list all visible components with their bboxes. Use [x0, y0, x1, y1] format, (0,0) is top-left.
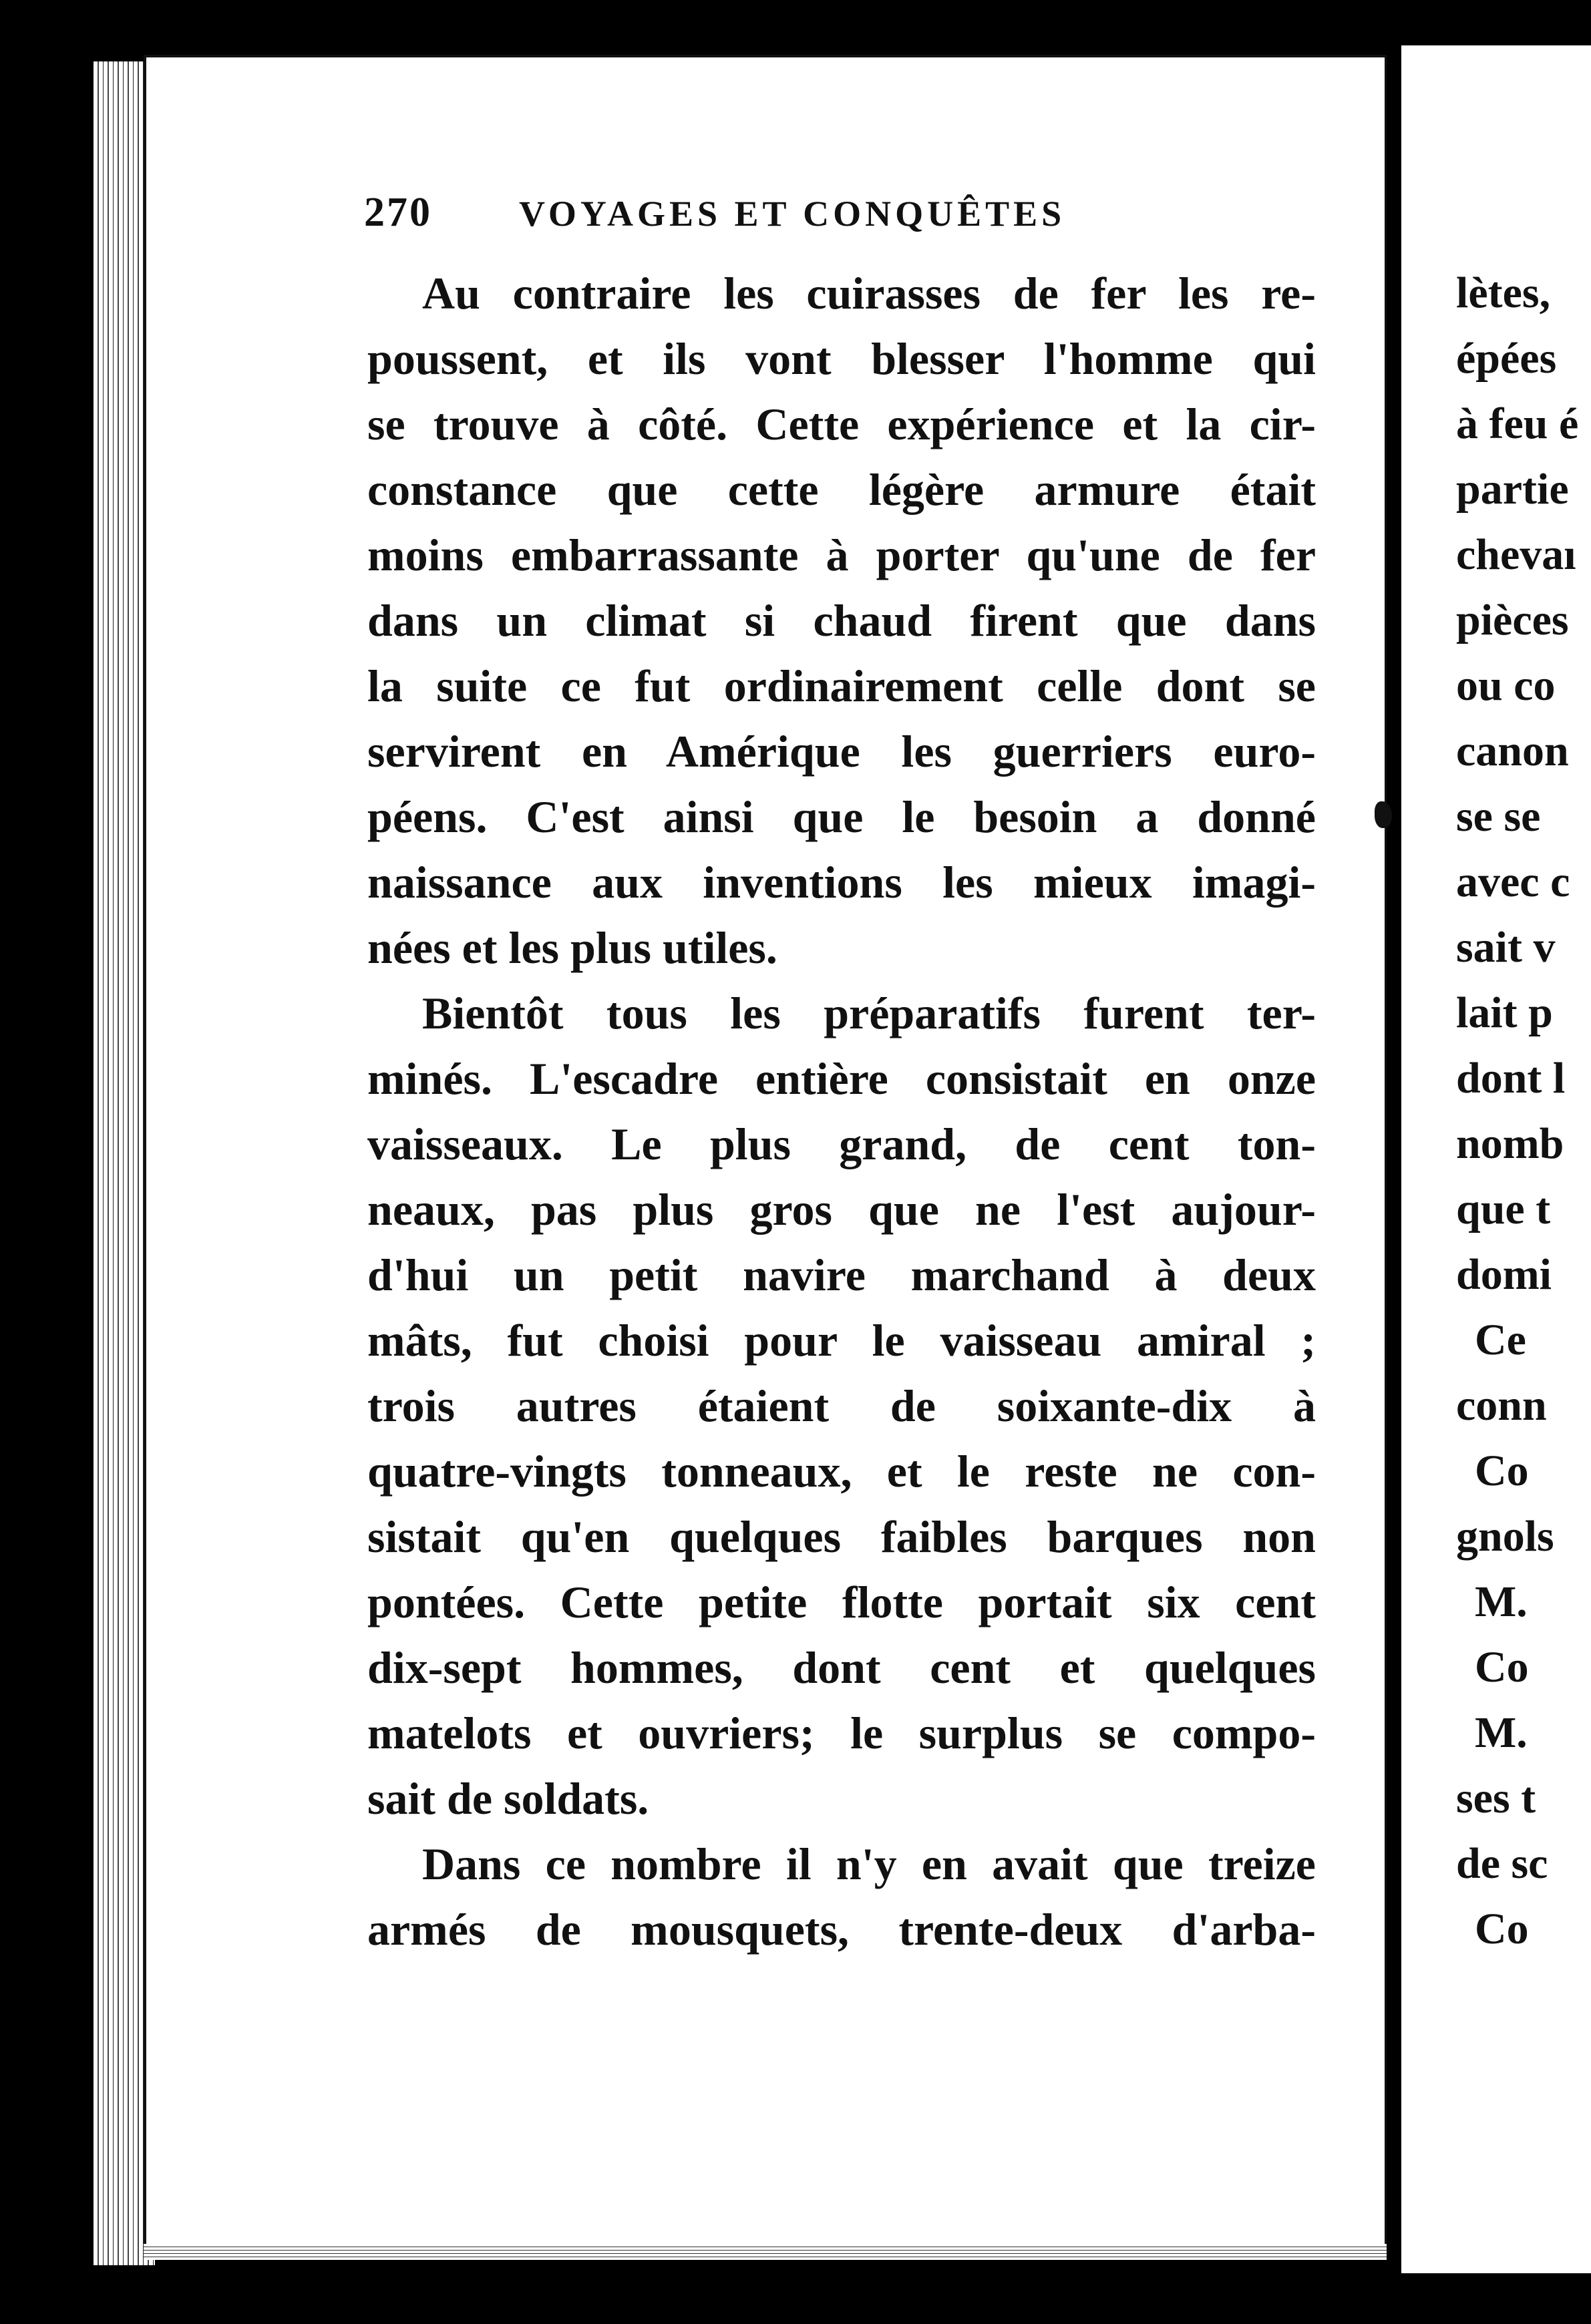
text-line: d'hui un petit navire marchand à deux	[367, 1249, 1316, 1300]
text-line: Ce	[1475, 1316, 1526, 1364]
text-line: ses t	[1456, 1774, 1536, 1822]
text-line: à feu é	[1456, 399, 1579, 448]
text-line: lètes,	[1456, 268, 1551, 317]
text-line: Dans ce nombre il n'y en avait que treize	[422, 1838, 1316, 1889]
book-gutter	[1387, 47, 1401, 2271]
text-line: sait v	[1456, 923, 1556, 972]
text-line: avec c	[1456, 857, 1570, 906]
text-line: domi	[1456, 1250, 1552, 1299]
left-page-text	[367, 260, 1316, 1962]
text-line: que t	[1456, 1185, 1551, 1233]
text-line: sait de soldats.	[367, 1773, 649, 1824]
text-line: pontées. Cette petite flotte portait six cent	[367, 1577, 1316, 1627]
text-line: canon	[1456, 727, 1569, 775]
text-line: pièces	[1456, 596, 1569, 644]
text-line: ou co	[1456, 661, 1556, 710]
text-line: naissance aux inventions les mieux imagi-	[367, 857, 1316, 908]
text-line: nées et les plus utiles.	[367, 922, 777, 973]
text-line: Co	[1475, 1643, 1529, 1692]
text-line: mâts, fut choisi pour le vaisseau amiral ;	[367, 1315, 1316, 1366]
text-line: gnols	[1456, 1512, 1554, 1561]
text-line: neaux, pas plus gros que ne l'est aujour-	[367, 1184, 1316, 1235]
text-line: se trouve à côté. Cette expérience et la cir-	[367, 399, 1316, 449]
text-line: la suite ce fut ordinairement celle dont se	[367, 660, 1316, 711]
text-line: poussent, et ils vont blesser l'homme qui	[367, 333, 1316, 384]
ink-mark	[1375, 801, 1392, 828]
text-line: moins embarrassante à porter qu'une de fer	[367, 530, 1316, 580]
text-line: Bientôt tous les préparatifs furent ter-	[422, 988, 1316, 1038]
text-line: Co	[1475, 1905, 1529, 1953]
text-line: sistait qu'en quelques faibles barques non	[367, 1511, 1316, 1562]
text-line: trois autres étaient de soixante-dix à	[367, 1380, 1316, 1431]
text-line: matelots et ouvriers; le surplus se compo-	[367, 1708, 1316, 1758]
page-number: 270	[364, 190, 432, 235]
text-line: lait p	[1456, 988, 1553, 1037]
text-line: Co	[1475, 1446, 1529, 1495]
text-line: partie	[1456, 465, 1569, 514]
text-line: dans un climat si chaud firent que dans	[367, 595, 1316, 646]
text-line: M.	[1475, 1708, 1528, 1757]
text-line: Au contraire les cuirasses de fer les re-	[422, 268, 1316, 319]
text-line: épées	[1456, 334, 1557, 383]
text-line: chevaı	[1456, 530, 1576, 579]
text-line: conn	[1456, 1381, 1547, 1430]
bottom-page-edges	[144, 2244, 1399, 2260]
text-line: quatre-vingts tonneaux, et le reste ne con-	[367, 1446, 1316, 1497]
text-line: vaisseaux. Le plus grand, de cent ton-	[367, 1119, 1316, 1169]
running-title: VOYAGES ET CONQUÊTES	[519, 194, 1066, 234]
text-line: constance que cette légère armure était	[367, 464, 1316, 515]
text-line: dont l	[1456, 1054, 1566, 1103]
text-line: minés. L'escadre entière consistait en onze	[367, 1053, 1316, 1104]
right-page-text	[1456, 260, 1591, 1962]
text-line: péens. C'est ainsi que le besoin a donné	[367, 791, 1316, 842]
text-line: M.	[1475, 1577, 1528, 1626]
running-head	[364, 189, 1099, 242]
text-line: armés de mousquets, trente-deux d'arba-	[367, 1904, 1316, 1955]
text-line: servirent en Amérique les guerriers euro-	[367, 726, 1316, 777]
text-line: nomb	[1456, 1119, 1564, 1168]
text-line: dix-sept hommes, dont cent et quelques	[367, 1642, 1316, 1693]
text-line: se se	[1456, 792, 1541, 841]
text-line: de sc	[1456, 1839, 1548, 1888]
